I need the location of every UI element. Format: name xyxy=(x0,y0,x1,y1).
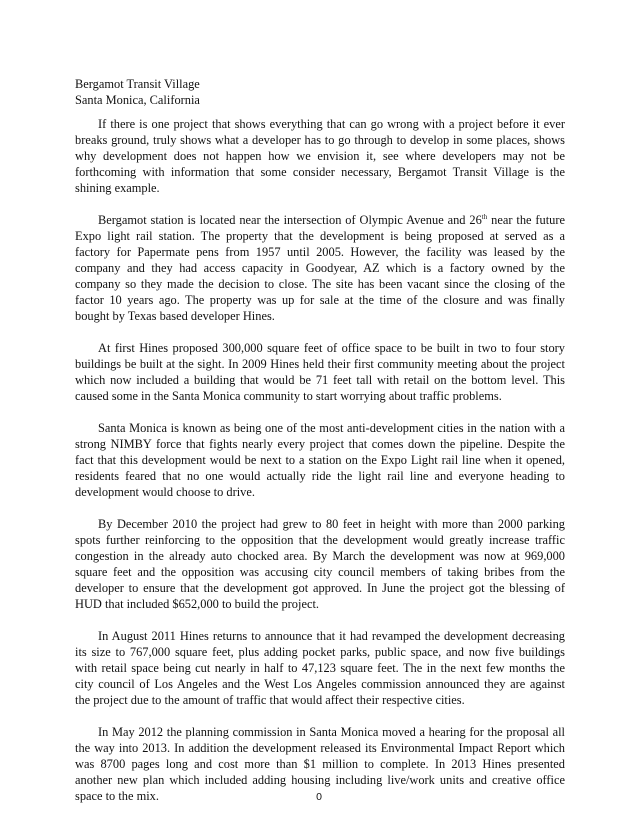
paragraph-line: By December 2010 the project had grew to 80 feet in height with more than 2000 parking xyxy=(98,517,565,531)
paragraph-line: development would choose to drive. xyxy=(75,485,255,499)
paragraph-line: developer to ensure that the development got approved. In June the project got the blessing of xyxy=(75,581,565,595)
paragraph-line: factor 10 years ago. The property was up for sale at the time of the closure and was finally xyxy=(75,293,565,307)
paragraph-line: the way into 2013. In addition the development released its Environmental Impact Report which xyxy=(75,741,565,755)
paragraph-2 xyxy=(75,212,565,324)
paragraph-line: fact that this development would be next to a station on the Expo Light rail line when it opened, xyxy=(75,453,565,467)
paragraph-line: caused some in the Santa Monica community to start worrying about traffic problems. xyxy=(75,389,502,403)
paragraph-line: its size to 767,000 square feet, plus adding pocket parks, public space, and now five buildings xyxy=(75,645,565,659)
paragraph-5 xyxy=(75,516,565,612)
paragraph-line: buildings be built at the sight. In 2009 Hines held their first community meeting about the project xyxy=(75,357,565,371)
paragraph-6 xyxy=(75,628,565,708)
document-location: Santa Monica, California xyxy=(75,93,200,107)
paragraph-line: In May 2012 the planning commission in Santa Monica moved a hearing for the proposal all xyxy=(98,725,565,739)
paragraph-line: why development does not happen how we envision it, see where developers may not be xyxy=(75,149,565,163)
paragraph-4 xyxy=(75,420,565,500)
paragraph-line: forthcoming with information that some consider necessary, Bergamot Transit Village is the xyxy=(75,165,565,179)
paragraph-line: congestion in the already auto chocked area. By March the development was now at 969,000 xyxy=(75,549,565,563)
paragraph-line: bought by Texas based developer Hines. xyxy=(75,309,275,323)
paragraph-line: Santa Monica is known as being one of the most anti-development cities in the nation with a xyxy=(98,421,565,435)
document-title: Bergamot Transit Village xyxy=(75,77,200,91)
paragraph-3 xyxy=(75,340,565,404)
paragraph-line: factory for Papermate pens from 1957 until 2005. However, the facility was leased by the xyxy=(75,245,565,259)
paragraph-line-text: Bergamot station is located near the intersection of Olympic Avenue and 26 xyxy=(98,213,482,227)
paragraph-line: the project due to the amount of traffic that would affect their respective cities. xyxy=(75,693,465,707)
paragraph-line: company and they had access capacity in Goodyear, AZ which is a factory owned by the xyxy=(75,261,565,275)
paragraph-line: city council of Los Angeles and the West Los Angeles commission announced they are against xyxy=(75,677,565,691)
paragraph-line: was 8700 pages long and cost more than $1 million to complete. In 2013 Hines presented xyxy=(75,757,565,771)
paragraph-line-text: near the future xyxy=(487,213,565,227)
paragraph-line xyxy=(75,212,565,228)
ordinal-suffix: th xyxy=(481,212,488,221)
paragraph-line: breaks ground, truly shows what a developer has to go through to develop in some places, shows xyxy=(75,133,565,147)
paragraph-line: with retail space being cut nearly in half to 47,123 square feet. The in the next few months the xyxy=(75,661,565,675)
paragraph-line: residents feared that no one would actually ride the light rail line and everyone heading to xyxy=(75,469,565,483)
paragraph-line: strong NIMBY force that fights nearly every project that comes down the pipeline. Despite the xyxy=(75,437,565,451)
paragraph-line: company so they made the decision to close. The site has been vacant since the closing of the xyxy=(75,277,565,291)
paragraph-line: If there is one project that shows everything that can go wrong with a project before it ever xyxy=(98,117,565,131)
paragraph-line: spots further reinforcing to the opposition that the development would greatly increase traffic xyxy=(75,533,565,547)
paragraph-line: space to the mix. xyxy=(75,789,159,803)
document-heading xyxy=(75,76,565,108)
document-body xyxy=(75,76,565,820)
paragraph-line: In August 2011 Hines returns to announce that it had revamped the development decreasing xyxy=(98,629,565,643)
paragraph-line: shining example. xyxy=(75,181,160,195)
paragraph-1 xyxy=(75,116,565,196)
paragraph-line: another new plan which included adding housing including live/work units and creative office xyxy=(75,773,565,787)
paragraph-line: HUD that included $652,000 to build the project. xyxy=(75,597,319,611)
page-number: 0 xyxy=(316,791,322,803)
paragraph-line: square feet and the opposition was accusing city council members of taking bribes from the xyxy=(75,565,565,579)
paragraph-line: At first Hines proposed 300,000 square feet of office space to be built in two to four story xyxy=(98,341,565,355)
paragraph-line: Expo light rail station. The property that the development is being proposed at served as a xyxy=(75,229,565,243)
paragraph-line: which now included a building that would be 71 feet tall with retail on the bottom level. This xyxy=(75,373,565,387)
